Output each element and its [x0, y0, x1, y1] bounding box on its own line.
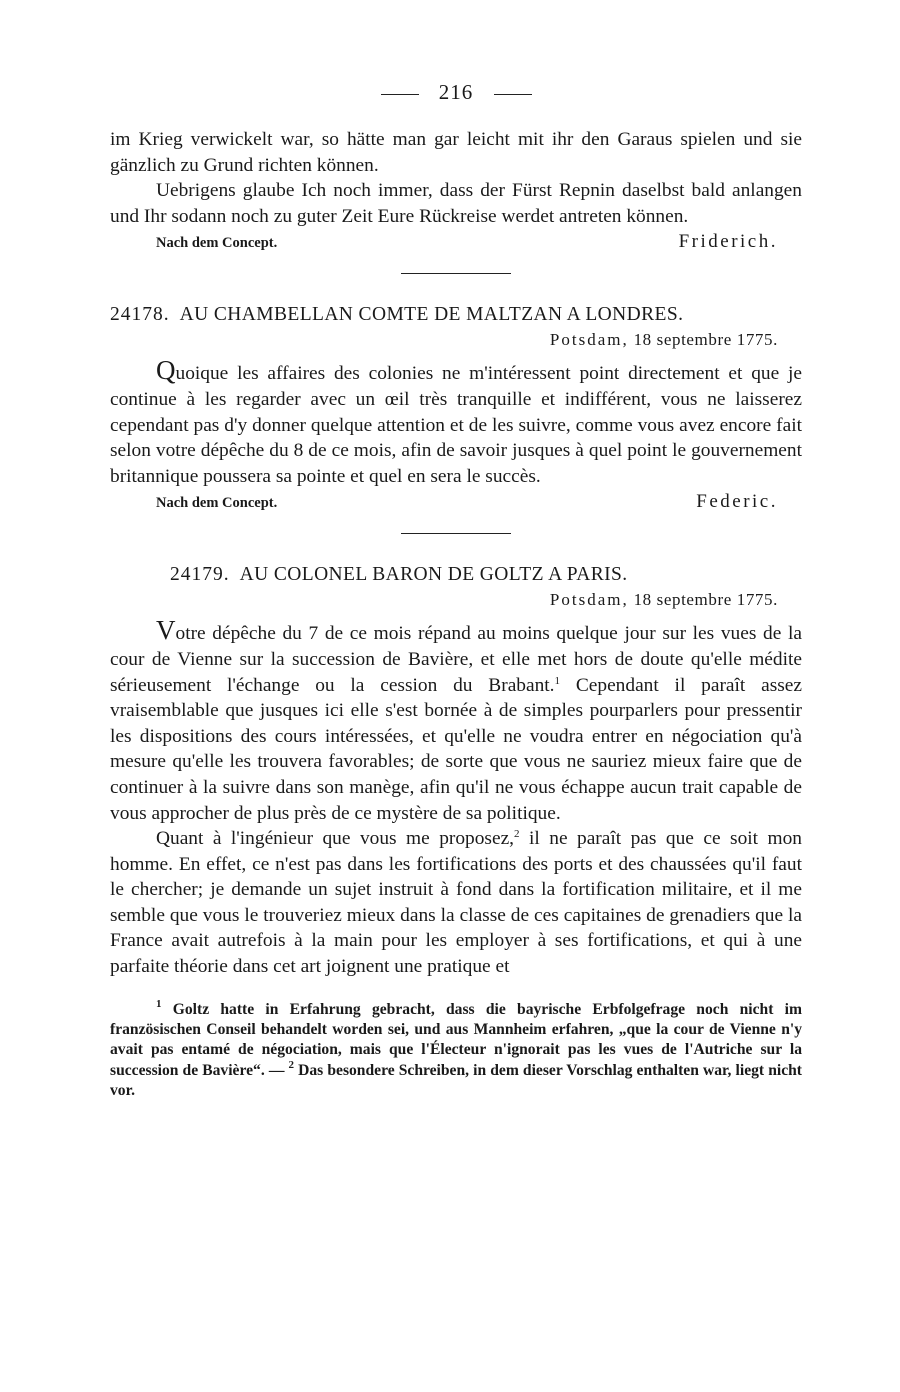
dateline-place: Potsdam, — [549, 330, 629, 350]
dateline — [110, 590, 778, 610]
dateline-date: 18 septembre 1775. — [633, 590, 778, 610]
letter-body — [110, 826, 802, 980]
page-number: 216 — [438, 80, 474, 104]
continued-paragraph: im Krieg verwickelt war, so hätte man gar leicht mit ihr den Garaus spielen und sie gänzlich zu Grund richten können. — [110, 129, 802, 176]
letter-text: Quant à l'ingénieur que vous me proposez, — [156, 828, 515, 850]
signature-row — [110, 491, 802, 513]
entry-number: 24178. — [110, 304, 170, 326]
signature: Friderich. — [678, 231, 778, 253]
dateline — [110, 330, 778, 350]
letter-text: il ne paraît pas que ce soit mon homme. En effet, ce n'est pas dans les fortifications des ports et des chaussées qu'il faut le chercher; je demande un sujet instruit à fond dans la fortification militaire, et il me semble que vous le trouveriez mieux dans la classe de ces capitaines de grenadiers que la France avait autrefois à la main pour les employer à ses fortifications, et qui à une parfaite théorie dans cet art joignent une pratique et — [110, 828, 803, 978]
letter-text: otre dépêche du 7 de ce mois répand au moins quelque jour sur les vues de la cour de Vienne sur la succession de Bavière, et elle met hors de doute qu'elle médite sérieusement l'échange ou la cession du Brabant. — [110, 623, 802, 696]
entry-number: 24179. — [170, 564, 230, 586]
section-divider — [401, 533, 511, 534]
letter-text: Cependant il paraît assez vraisemblable que jusques ici elle s'est bornée à de simples pourparlers pour pressentir les dispositions des cours intéressées, et qu'elle ne voudra entrer en négociation qu'à mesure qu'elle les trouvera favorables; de sorte que vous ne sauriez mieux faire que de continuer à la suivre dans son manège, afin qu'il ne vous échappe aucun trait capable de vous approcher de plus près de ce mystère de sa politique. — [110, 674, 802, 824]
entry-heading — [110, 304, 802, 326]
source-note: Nach dem Concept. — [156, 235, 278, 252]
section-divider — [401, 273, 511, 274]
signature-row — [110, 231, 802, 253]
initial-letter: V — [156, 615, 176, 646]
entry-heading — [110, 564, 802, 586]
footnote-ref: 2 — [514, 828, 520, 841]
page-header — [110, 80, 802, 105]
letter-text: uoique les affaires des colonies ne m'intéressent point directement et que je continue à les regarder avec un œil très tranquille et indifférent, vous ne laisserez cependant pas d'y donner quelque attention et de les suivre, comme vous avez encore fait selon votre dépêche du 8 de ce mois, afin de savoir jusques à quel point le gouvernement britannique poussera sa pointe et quel en sera le succès. — [110, 363, 802, 487]
entry-recipient: AU COLONEL BARON DE GOLTZ A PARIS. — [239, 564, 628, 586]
closing-paragraph: Uebrigens glaube Ich noch immer, dass der Fürst Repnin daselbst bald anlangen und Ihr sodann noch zu guter Zeit Eure Rückreise werdet antreten können. — [110, 180, 802, 227]
footnote — [110, 997, 803, 1102]
signature: Federic. — [696, 491, 778, 513]
footnote-text: Das besondere Schreiben, in dem dieser Vorschlag enthalten war, liegt nicht vor. — [110, 1061, 803, 1100]
footnote-ref: 1 — [554, 674, 561, 687]
header-dash-right — [494, 94, 532, 95]
document-page — [110, 80, 802, 1102]
footnote-mark: 2 — [288, 1058, 295, 1071]
dateline-place: Potsdam, — [549, 590, 629, 610]
header-dash-left — [381, 94, 419, 95]
source-note: Nach dem Concept. — [156, 495, 278, 512]
initial-letter: Q — [156, 355, 176, 386]
footnote-mark: 1 — [156, 997, 162, 1010]
letter-body — [110, 355, 802, 489]
entry-recipient: AU CHAMBELLAN COMTE DE MALTZAN A LONDRES. — [179, 304, 684, 326]
footnote-text: Goltz hatte in Erfahrung gebracht, dass die bayrische Erbfolgefrage noch nicht im französischen Conseil behandelt worden sei, und aus Mannheim erfahren, „que la cour de Vienne n'y avait pas entamé de négociation, mais que l'Électeur n'ignorait pas les vues de l'Autriche sur la succession de Bavière“. — — [110, 1000, 802, 1079]
letter-body — [110, 615, 802, 826]
footnotes — [110, 997, 803, 1102]
dateline-date: 18 septembre 1775. — [633, 330, 778, 350]
